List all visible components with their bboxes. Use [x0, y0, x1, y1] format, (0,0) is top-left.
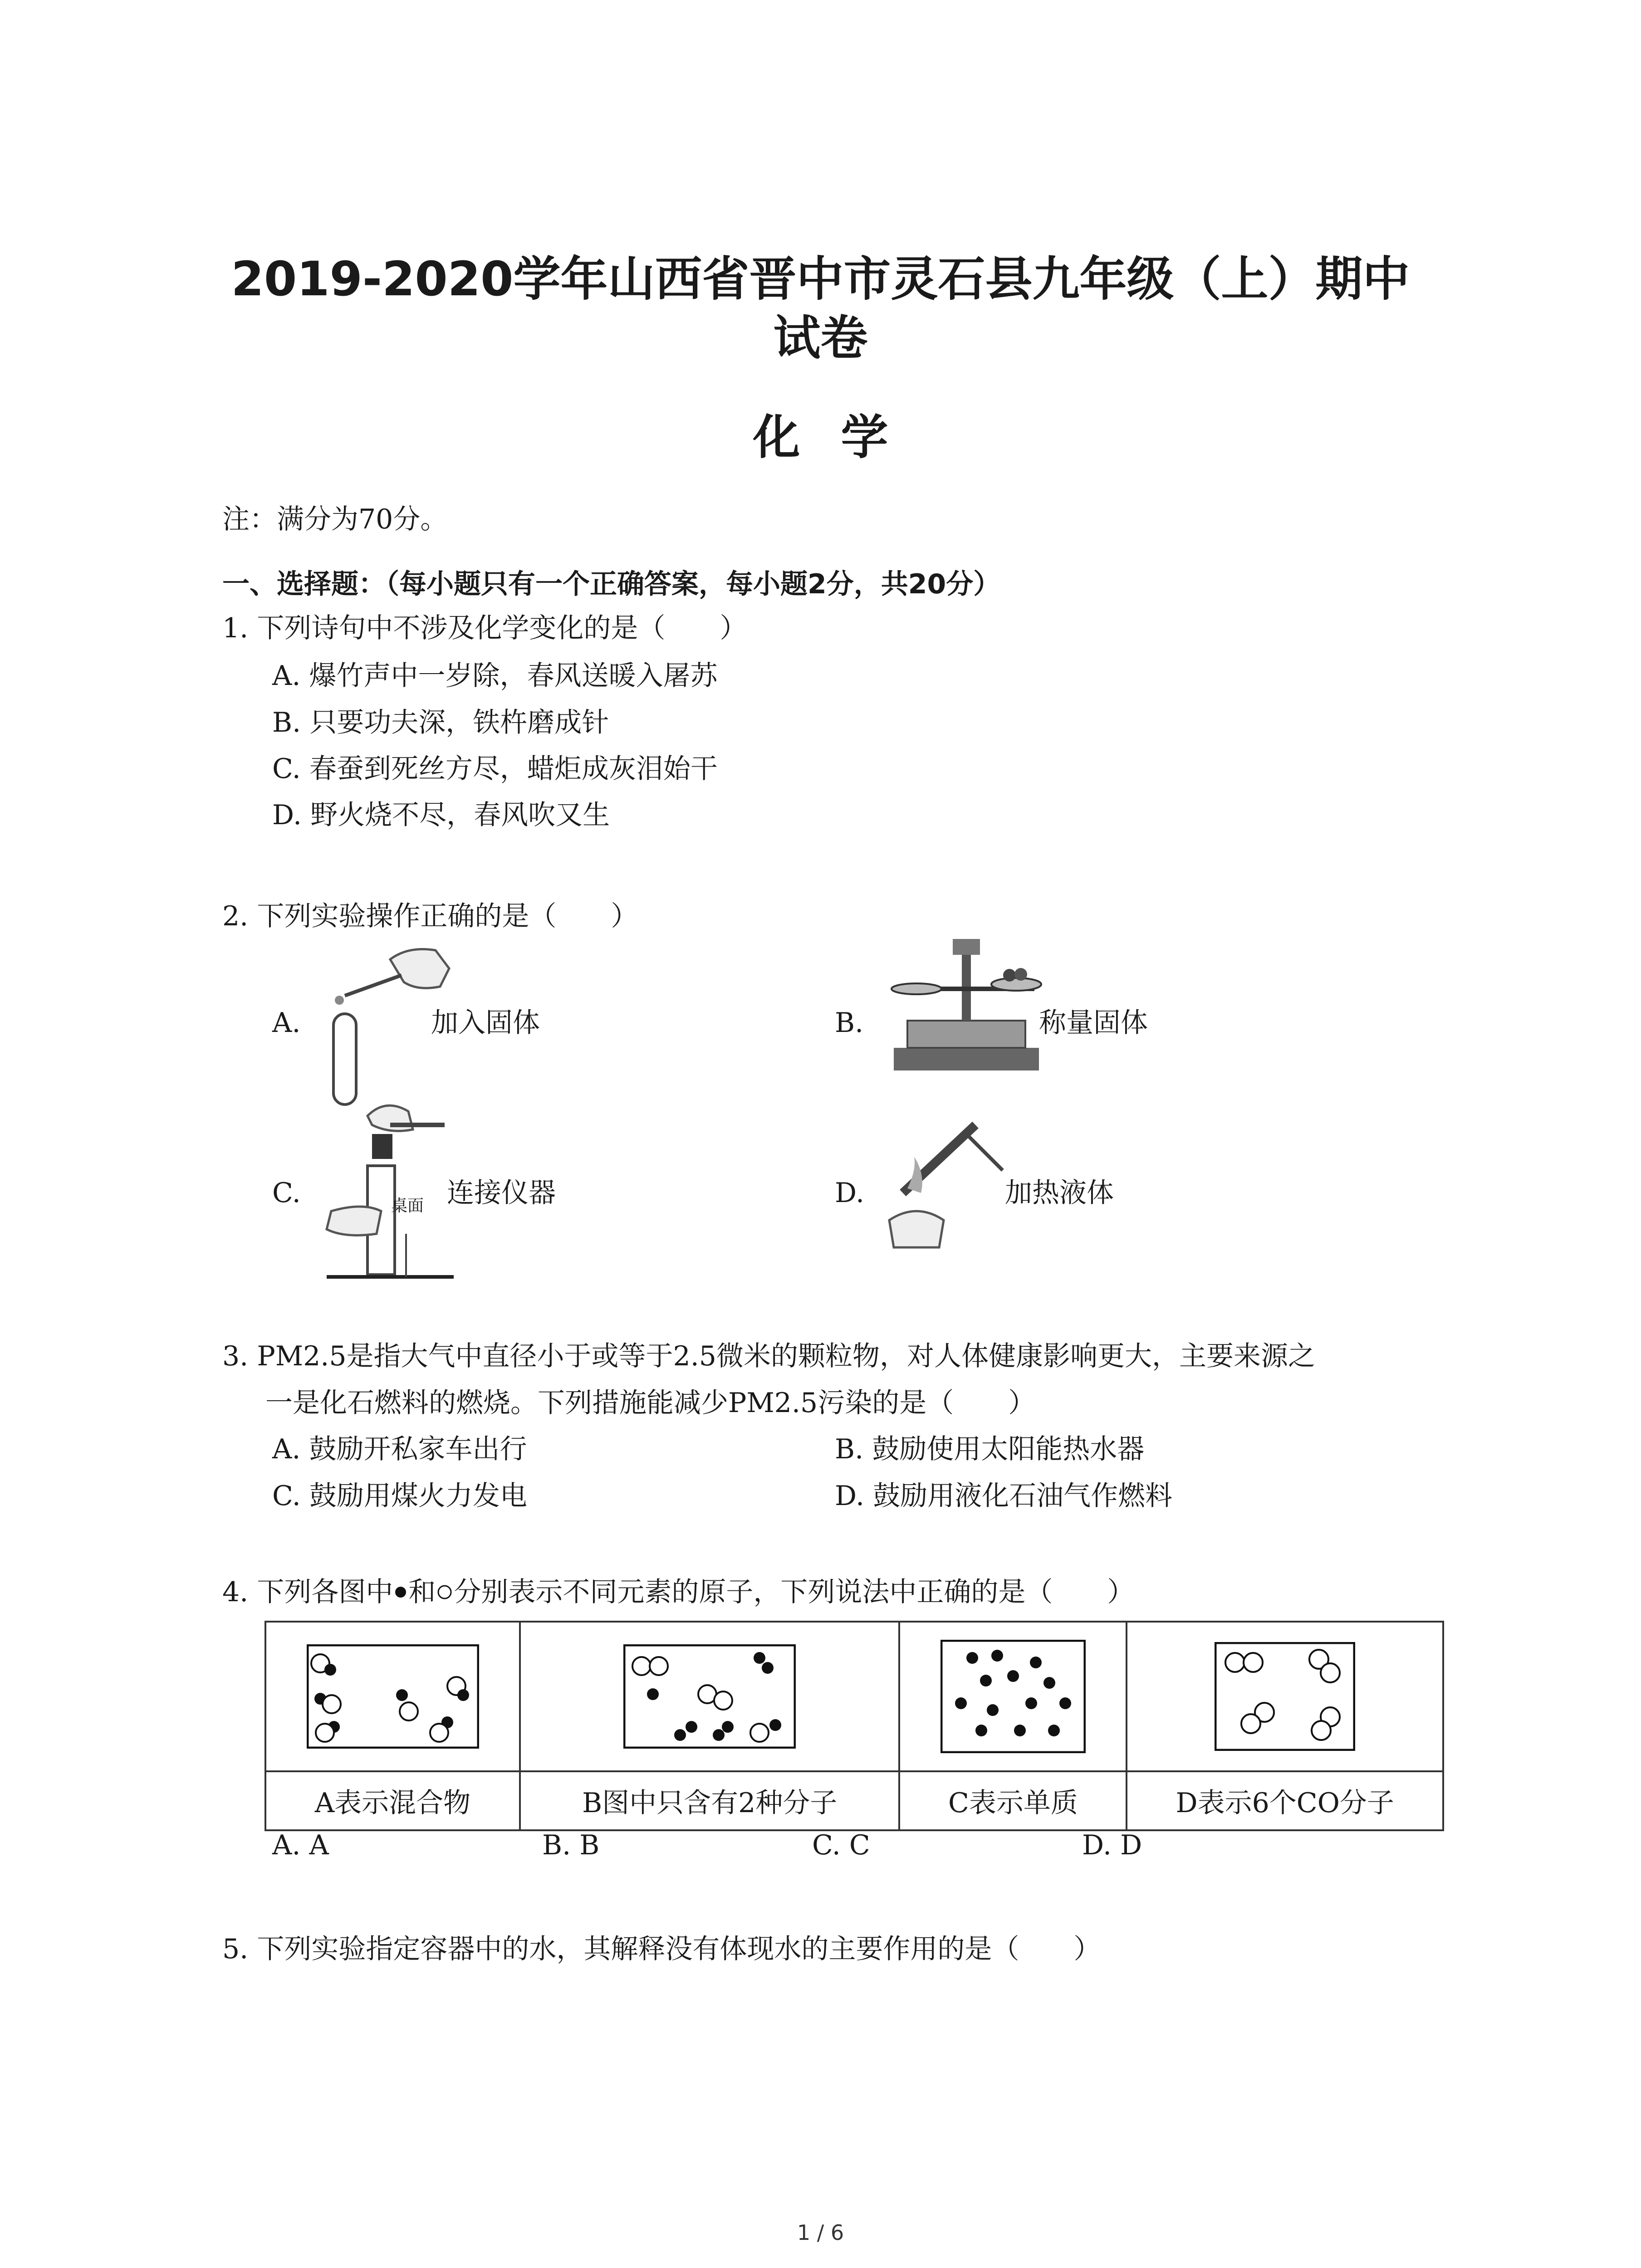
- q3-option-d: D. 鼓励用液化石油气作燃料: [835, 1480, 1173, 1512]
- molecule-box-c: [941, 1640, 1086, 1753]
- q4-caption-d: D表示6个CO分子: [1127, 1771, 1443, 1830]
- page-number: 1 / 6: [797, 2220, 844, 2245]
- q4-box-a: [265, 1622, 520, 1771]
- white-atom-icon: [436, 1584, 454, 1600]
- q4-caption-c: C表示单质: [899, 1771, 1127, 1830]
- q2-option-b-letter: B.: [835, 1007, 864, 1039]
- q4-box-b: [520, 1622, 899, 1771]
- title-line-1: 2019-2020学年山西省晋中市灵石县九年级（上）期中: [231, 251, 1410, 307]
- q1-option-b: B. 只要功夫深，铁杵磨成针: [272, 707, 609, 738]
- q2-option-c-letter: C.: [272, 1177, 301, 1209]
- connecting-apparatus-figure: [318, 1098, 463, 1288]
- q4-stem: [222, 1574, 1134, 1610]
- q2-option-a-label: 加入固体: [431, 1007, 540, 1039]
- molecule-box-d: [1215, 1642, 1355, 1751]
- q4-option-b: B. B: [542, 1829, 600, 1861]
- desk-label: 桌面: [391, 1197, 424, 1215]
- q2-option-c-label: 连接仪器: [447, 1177, 556, 1209]
- q1-option-d: D. 野火烧不尽，春风吹又生: [272, 799, 610, 831]
- black-atom-icon: [393, 1584, 408, 1600]
- q3-stem-line-2: 一是化石燃料的燃烧。下列措施能减少PM2.5污染的是（ ）: [265, 1387, 1036, 1419]
- q4-stem-pre: 4. 下列各图中: [222, 1576, 393, 1608]
- q4-molecule-table: [265, 1621, 1444, 1831]
- q3-stem-line-1: 3. PM2.5是指大气中直径小于或等于2.5微米的颗粒物，对人体健康影响更大，主要来源之: [222, 1340, 1315, 1372]
- q2-option-d-letter: D.: [835, 1177, 865, 1209]
- title-line-2: 试卷: [773, 310, 868, 366]
- molecule-box-a: [307, 1644, 479, 1749]
- q3-option-c: C. 鼓励用煤火力发电: [272, 1480, 527, 1512]
- q4-option-a: A. A: [272, 1829, 329, 1861]
- q4-caption-a: A表示混合物: [265, 1771, 520, 1830]
- page-title: [0, 249, 1641, 367]
- q3-option-a: A. 鼓励开私家车出行: [272, 1433, 527, 1465]
- score-note: 注：满分为70分。: [222, 503, 448, 535]
- q1-option-a: A. 爆竹声中一岁除，春风送暖入屠苏: [272, 660, 718, 692]
- heating-liquid-figure: [871, 1102, 1016, 1256]
- q4-option-c: C. C: [812, 1829, 870, 1861]
- q1-stem: 1. 下列诗句中不涉及化学变化的是（ ）: [222, 612, 747, 644]
- balance-scale-figure: [885, 925, 1048, 1080]
- q4-option-d: D. D: [1082, 1829, 1142, 1861]
- molecule-box-b: [623, 1644, 796, 1749]
- q3-option-b: B. 鼓励使用太阳能热水器: [835, 1433, 1145, 1465]
- q2-stem: 2. 下列实验操作正确的是（ ）: [222, 900, 638, 932]
- q4-stem-mid: 和: [408, 1576, 436, 1608]
- q2-option-b-label: 称量固体: [1039, 1007, 1148, 1039]
- subject-heading: 化学: [753, 410, 929, 465]
- q4-box-d: [1127, 1622, 1443, 1771]
- section-1-title: 一、选择题：（每小题只有一个正确答案，每小题2分，共20分）: [222, 568, 1001, 600]
- q2-option-d-label: 加热液体: [1005, 1177, 1114, 1209]
- q4-stem-post: 分别表示不同元素的原子，下列说法中正确的是（ ）: [454, 1576, 1135, 1608]
- q4-box-c: [899, 1622, 1127, 1771]
- q5-stem: 5. 下列实验指定容器中的水，其解释没有体现水的主要作用的是（ ）: [222, 1933, 1101, 1965]
- q4-caption-b: B图中只含有2种分子: [520, 1771, 899, 1830]
- q1-option-c: C. 春蚕到死丝方尽，蜡炬成灰泪始干: [272, 753, 718, 785]
- q2-option-a-letter: A.: [272, 1007, 301, 1039]
